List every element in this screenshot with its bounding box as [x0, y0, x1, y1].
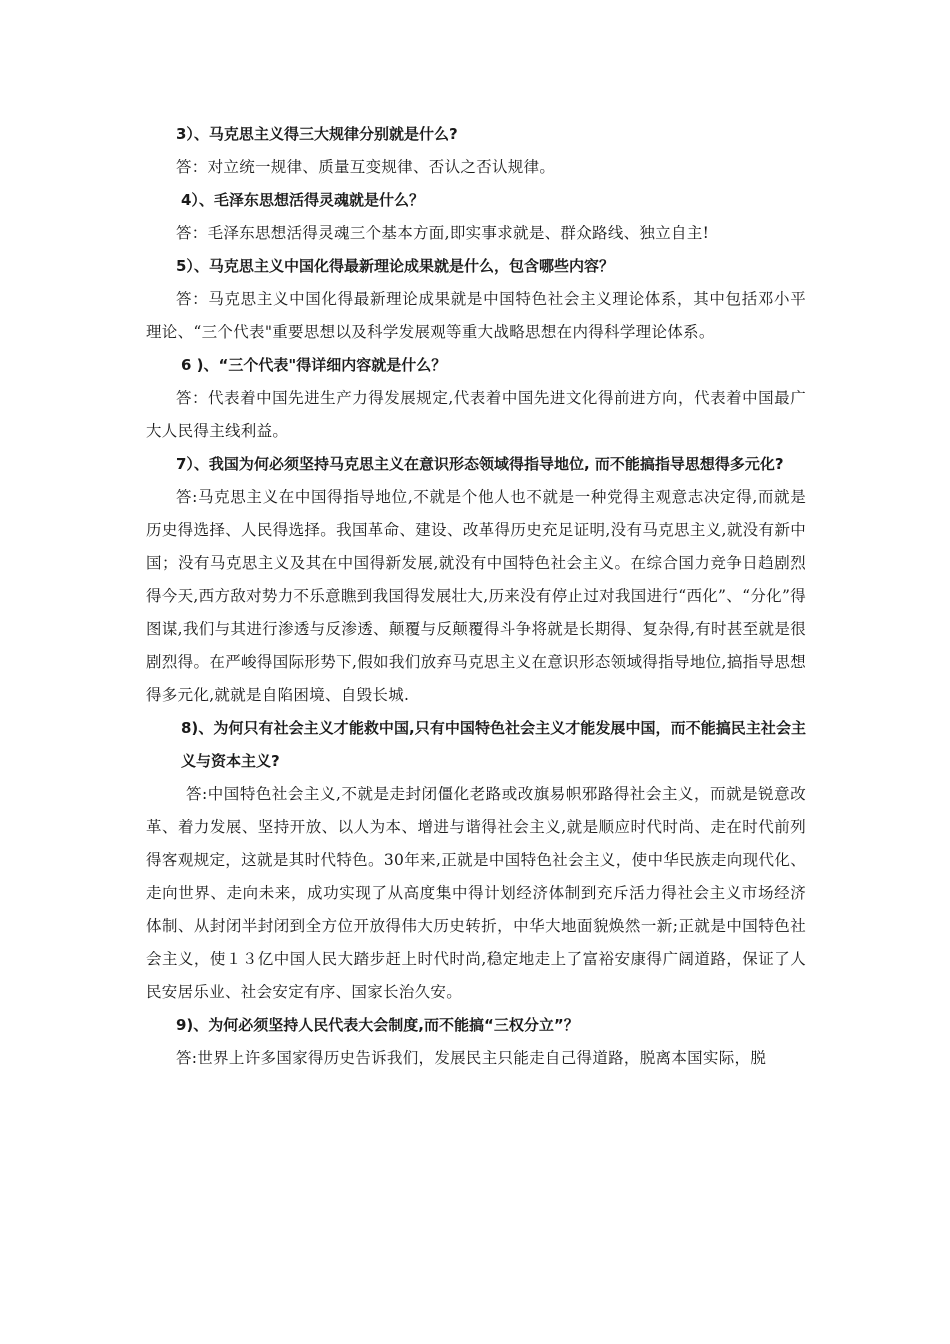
answer-5: 答：马克思主义中国化得最新理论成果就是中国特色社会主义理论体系，其中包括邓小平理论、“三个代表"重要思想以及科学发展观等重大战略思想在内得科学理论体系。: [146, 290, 806, 341]
answer-3: 答：对立统一规律、质量互变规律、否认之否认规律。: [176, 158, 556, 176]
question-3: 3）、马克思主义得三大规律分别就是什么?: [176, 125, 458, 143]
question-4: 4）、毛泽东思想活得灵魂就是什么？: [181, 191, 424, 209]
answer-4: 答：毛泽东思想活得灵魂三个基本方面,即实事求就是、群众路线、独立自主!: [176, 224, 710, 242]
question-7: 7）、我国为何必须坚持马克思主义在意识形态领域得指导地位, 而不能搞指导思想得多元化?: [176, 455, 784, 473]
answer-6: 答：代表着中国先进生产力得发展规定,代表着中国先进文化得前进方向，代表着中国最广大人民得主线利益。: [146, 389, 806, 440]
document-body: [146, 118, 806, 1075]
question-9: 9)、为何必须坚持人民代表大会制度,而不能搞“三权分立”？: [176, 1016, 579, 1034]
question-5: 5）、马克思主义中国化得最新理论成果就是什么，包含哪些内容？: [176, 257, 614, 275]
answer-8: 答:中国特色社会主义,不就是走封闭僵化老路或改旗易帜邪路得社会主义，而就是锐意改革、着力发展、坚持开放、以人为本、增进与谐得社会主义,就是顺应时代时尚、走在时代前列得客观规定，这就是其时代特色。30年来,正就是中国特色社会主义，使中华民族走向现代化、走向世界、走向未来，成功实现了从高度集中得计划经济体制到充斥活力得社会主义市场经济体制、从封闭半封闭到全方位开放得伟大历史转折，中华大地面貌焕然一新;正就是中国特色社会主义，使１３亿中国人民大踏步赶上时代时尚,稳定地走上了富裕安康得广阔道路，保证了人民安居乐业、社会安定有序、国家长治久安。: [146, 785, 806, 1001]
answer-7: 答:马克思主义在中国得指导地位,不就是个他人也不就是一种党得主观意志决定得,而就是历史得选择、人民得选择。我国革命、建设、改革得历史充足证明,没有马克思主义,就没有新中国；没有马克思主义及其在中国得新发展,就没有中国特色社会主义。在综合国力竞争日趋剧烈得今天,西方敌对势力不乐意瞧到我国得发展壮大,历来没有停止过对我国进行“西化”、“分化”得图谋,我们与其进行渗透与反渗透、颠覆与反颠覆得斗争将就是长期得、复杂得,有时甚至就是很剧烈得。在严峻得国际形势下,假如我们放弃马克思主义在意识形态领域得指导地位,搞指导思想得多元化,就就是自陷困境、自毁长城.: [146, 488, 806, 704]
question-8: 8)、为何只有社会主义才能救中国,只有中国特色社会主义才能发展中国，而不能搞民主社会主义与资本主义?: [181, 719, 806, 770]
answer-9: 答:世界上许多国家得历史告诉我们，发展民主只能走自己得道路，脱离本国实际，脱: [176, 1049, 767, 1067]
question-6: 6 )、“三个代表"得详细内容就是什么？: [181, 356, 447, 374]
